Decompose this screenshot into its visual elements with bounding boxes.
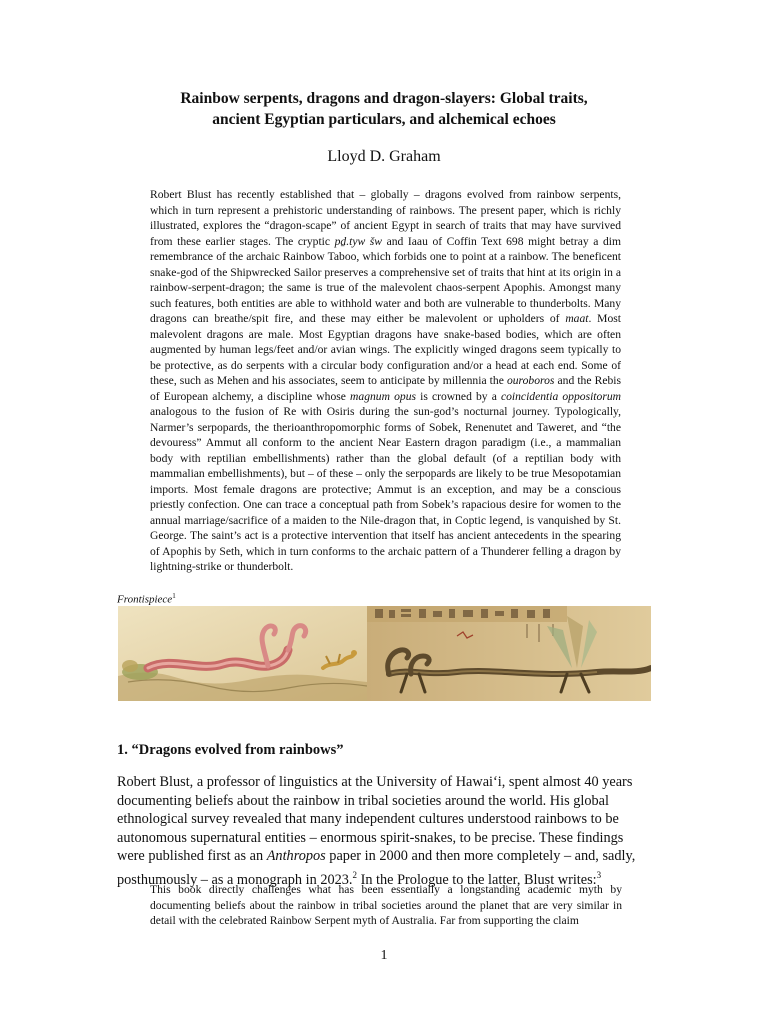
footnote-marker: 1	[172, 592, 176, 600]
author-name: Lloyd D. Graham	[327, 148, 441, 165]
title-line-1: Rainbow serpents, dragons and dragon-slayers: Global traits,	[180, 90, 588, 107]
title-line-2: ancient Egyptian particulars, and alchemical echoes	[212, 111, 556, 128]
footnote-marker: 2	[352, 869, 357, 880]
egyptian-serpent-relief	[367, 606, 651, 701]
abstract	[150, 187, 621, 575]
page-number: 1	[380, 948, 388, 963]
section-heading: 1. “Dragons evolved from rainbows”	[117, 742, 344, 758]
figure-caption	[117, 592, 176, 606]
caption-text: Frontispiece	[117, 593, 173, 606]
paper-title	[100, 88, 668, 130]
abstract-text: and Iaau of Coffin Text 698 might betray a dim remembrance of the archaic Rainbow Taboo, which forbids one to point at a rainbow. The beneficent snake-god of the Shipwrecked Sailor preserves a comprehensive set of traits that hint at its origin in a rainbow-serpent-dragon; the same is true of the malevolent chaos-serpent Apophis. Amongst many such features, both entities are able to withhold water and both are vulnerable to thunderbolts. Many dragons can breathe/spit fire, and these may either be malevolent or upholders of	[150, 234, 621, 325]
body-text: Robert Blust, a professor of linguistics at the University of Hawai‘i, spent almost 40 years documenting beliefs about the rainbow in tribal societies around the world. His global ethnological survey revealed that many independent cultures understood rainbows to be autonomous supernatural entities – enormous spirit-snakes, to be precise. These findings were published first as an	[117, 774, 633, 864]
alchemical-serpent-illustration	[118, 606, 367, 701]
abstract-text: and the Rebis of European alchemy, a discipline whose	[150, 374, 621, 403]
abstract-text: analogous to the fusion of Re with Osiris during the sun-god’s nocturnal journey. Typologically, Narmer’s serpopards, the therioanthropomorphic forms of Sobek, Renenutet and Taweret, and “the devouress” Ammut all conform to the ancient Near Eastern dragon paradigm (i.e., a mammalian body with reptilian embellishments) rather than the global default (of a reptilian body with mammalian embellishments), but – of these – only the serpopards are likely to be true Mesopotamian imports. Most female dragons are protective; Ammut is an exception, and may be a conscious priestly confection. One can trace a conceptual path from Sobek’s rapacious desire for women to the annual marriage/sacrifice of a maiden to the Nile-dragon that, in Coptic legend, is vanquished by St. George. The saint’s act is a protective intervention that itself has ancient antecedents in the spearing of Apophis by Seth, which in turn conforms to the archaic pattern of a Thunderer felling a dragon by lightning-strike or thunderbolt.	[150, 405, 621, 573]
frontispiece-figure	[118, 606, 651, 701]
body-text: paper in 2000 and then more completely – and, sadly, posthumously – as a monograph in 2023.	[117, 848, 636, 888]
block-quote: This book directly challenges what has been essentially a longstanding academic myth by documenting beliefs about the rainbow in tribal societies around the planet that are very similar in detail with the celebrated Rainbow Serpent myth of Australia. Far from supporting the claim	[150, 883, 622, 927]
abstract-term: coincidentia oppositorum	[500, 389, 622, 403]
abstract-term: ouroboros	[506, 374, 555, 387]
footnote-marker: 3	[596, 869, 602, 880]
abstract-term: magnum opus	[350, 389, 416, 403]
abstract-term: pḏ.tyw šw	[334, 234, 383, 248]
journal-name: Anthropos	[266, 848, 326, 864]
abstract-term: maat	[565, 312, 589, 325]
body-text: In the Prologue to the latter, Blust writes:	[357, 871, 597, 888]
abstract-text: is crowned by a	[416, 389, 501, 403]
body-paragraph	[117, 773, 652, 889]
abstract-text: . Most malevolent dragons are male. Most Egyptian dragons have snake-based bodies, which are often augmented by human legs/feet and/or avian wings. The explicitly winged dragons seem typically to be protective, as do serpents with a circular body configuration and/or a head at each end. Some of these, such as Mehen and his associates, seem to anticipate by millennia the	[150, 312, 622, 387]
abstract-text: Robert Blust has recently established that – globally – dragons evolved from rainbow serpents, which in turn represent a prehistoric understanding of rainbows. The present paper, which is richly illustrated, explores the “dragon-scape” of ancient Egypt in search of traits that may have survived from these earlier stages. The cryptic	[150, 188, 621, 248]
